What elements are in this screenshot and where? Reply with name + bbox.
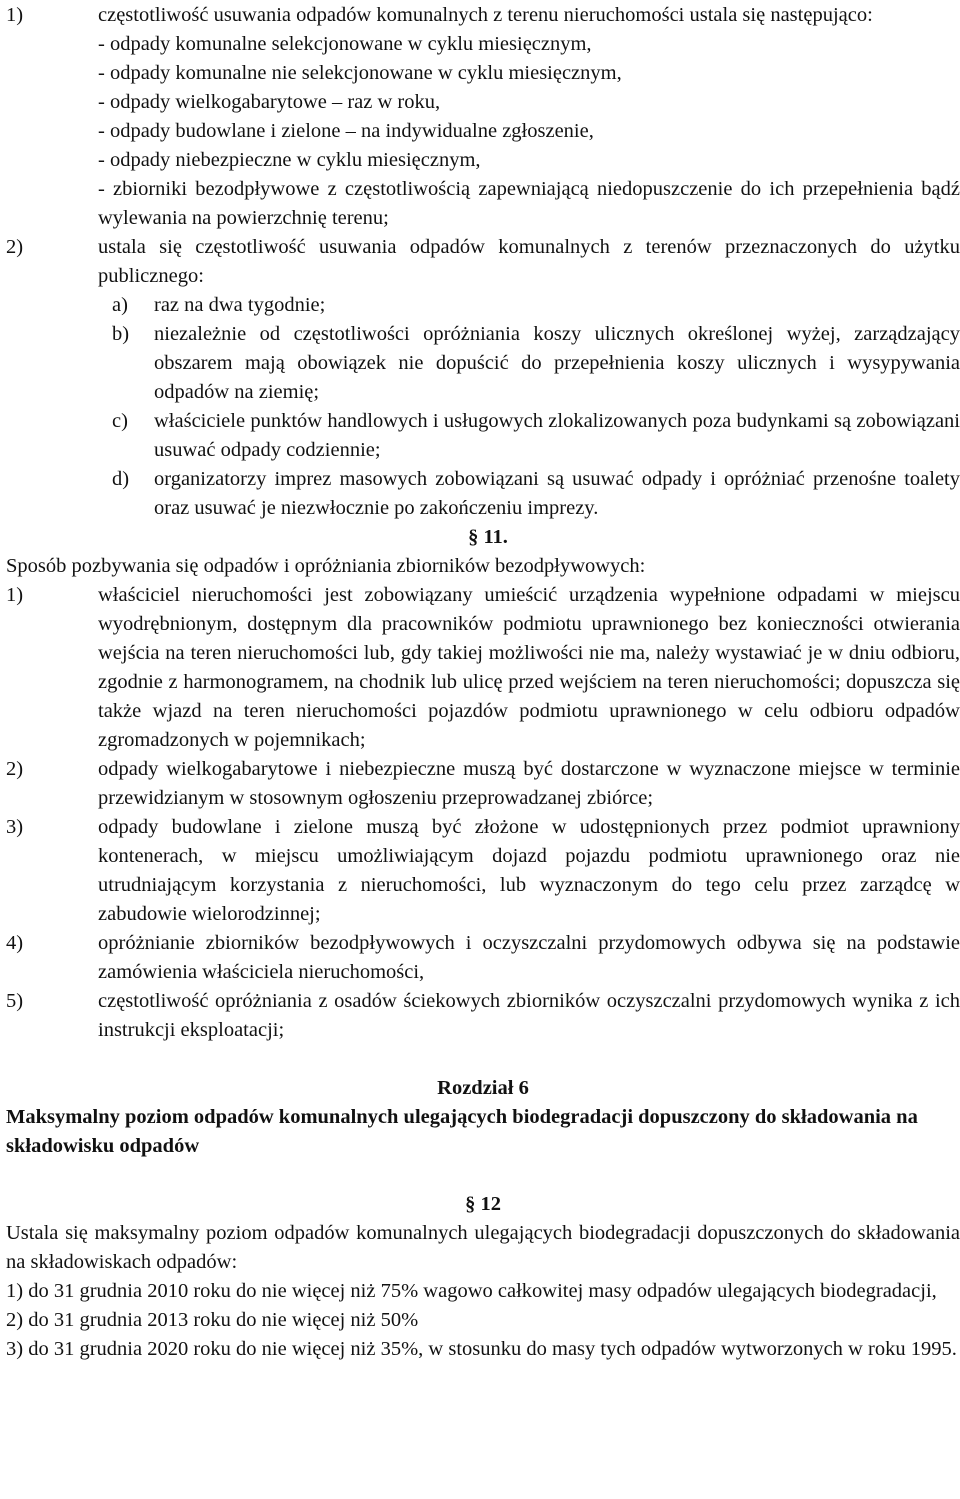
s11-item-1-text: właściciel nieruchomości jest zobowiązany umieścić urządzenia wypełnione odpadami w miejscu wyodrębnionym, dostępnym dla pracowników podmiotu uprawnionego bez konieczności otwierania wejścia na teren nieruchomości lub, gdy takiej możliwości nie ma, należy wystawiać je w dniu odbioru, zgodnie z harmonogramem, na chodnik lub ulicę przed wejściem na teren nieruchomości; dopuszcza się także wjazd na teren nieruchomości pojazdów podmiotu uprawnionego w celu odbioru odpadów zgromadzonych w pojemnikach; [98,584,960,751]
spacer [6,1161,960,1190]
s10-sub-d [6,465,960,523]
s11-item-1-number: 1) [6,584,24,606]
s10-sub-c-letter: c) [112,410,128,432]
s10-sub-b-text: niezależnie od częstotliwości opróżniania koszy ulicznych określonej wyżej, zarządzający obszarem mają obowiązek nie dopuścić do przepełnienia koszy ulicznych i wysypywania odpadów na ziemię; [154,323,960,403]
s10-item-2 [6,233,960,291]
section-12-intro: Ustala się maksymalny poziom odpadów komunalnych ulegających biodegradacji dopuszczonych do składowania na składowiskach odpadów: [6,1222,960,1273]
s11-item-2-number: 2) [6,758,24,780]
s11-item-2 [6,755,960,813]
s10-dash-5: - odpady niebezpieczne w cyklu miesięcznym, [98,149,481,171]
s10-sub-a-text: raz na dwa tygodnie; [154,294,326,316]
s10-item-1-intro: częstotliwość usuwania odpadów komunalnych z terenu nieruchomości ustala się następująco: [98,4,873,26]
s11-item-3-number: 3) [6,816,24,838]
s10-dash-6: - zbiorniki bezodpływowe z częstotliwością zapewniającą niedopuszczenie do ich przepełnienia bądź wylewania na powierzchnię terenu; [98,178,960,229]
s10-sub-c-text: właściciele punktów handlowych i usługowych zlokalizowanych poza budynkami są zobowiązani usuwać odpady codziennie; [154,410,960,461]
s12-item-1: 1) do 31 grudnia 2010 roku do nie więcej niż 75% wagowo całkowitej masy odpadów ulegających biodegradacji, [6,1280,937,1302]
s10-item-2-number: 2) [6,236,24,258]
s10-item-2-intro: ustala się częstotliwość usuwania odpadów komunalnych z terenów przeznaczonych do użytku publicznego: [98,236,960,287]
s11-item-5-text: częstotliwość opróżniania z osadów ściekowych zbiorników oczyszczalni przydomowych wynika z ich instrukcji eksploatacji; [98,990,960,1041]
s10-dash-3: - odpady wielkogabarytowe – raz w roku, [98,91,441,113]
s10-sub-a-letter: a) [112,294,128,316]
spacer [6,1045,960,1074]
section-12-heading: § 12 [465,1193,501,1215]
s10-sub-c [6,407,960,465]
s10-sub-b-letter: b) [112,323,130,345]
chapter-6-heading: Rozdział 6 [437,1077,529,1099]
s10-item-1-number: 1) [6,4,24,26]
s11-item-3-text: odpady budowlane i zielone muszą być złożone w udostępnionych przez podmiot uprawniony kontenerach, w miejscu umożliwiającym dojazd pojazdu podmiotu uprawnionego oraz nie utrudniającym korzystania z nieruchomości, lub wyznaczonym do tego celu przez zarządcę w zabudowie wielorodzinnej; [98,816,960,925]
section-11-heading: § 11. [468,526,508,548]
s10-dash-4: - odpady budowlane i zielone – na indywidualne zgłoszenie, [98,120,594,142]
s11-item-4-number: 4) [6,932,24,954]
s11-item-4 [6,929,960,987]
s11-item-3 [6,813,960,929]
s10-sub-a [6,291,960,320]
s12-item-3: 3) do 31 grudnia 2020 roku do nie więcej niż 35%, w stosunku do masy tych odpadów wytworzonych w roku 1995. [6,1338,957,1360]
section-11-intro: Sposób pozbywania się odpadów i opróżniania zbiorników bezodpływowych: [6,555,646,577]
s11-item-5 [6,987,960,1045]
document-page [0,1,960,1364]
s11-item-4-text: opróżnianie zbiorników bezodpływowych i oczyszczalni przydomowych odbywa się na podstawie zamówienia właściciela nieruchomości, [98,932,960,983]
s10-sub-b [6,320,960,407]
s10-sub-d-text: organizatorzy imprez masowych zobowiązani są usuwać odpady i opróżniać przenośne toalety oraz usuwać je niezwłocznie po zakończeniu imprezy. [154,468,960,519]
s11-item-2-text: odpady wielkogabarytowe i niebezpieczne muszą być dostarczone w wyznaczone miejsce w terminie przewidzianym w stosownym ogłoszeniu przeprowadzanej zbiórce; [98,758,960,809]
s12-item-2: 2) do 31 grudnia 2013 roku do nie więcej niż 50% [6,1309,419,1331]
s10-dash-1: - odpady komunalne selekcjonowane w cyklu miesięcznym, [98,33,592,55]
s10-dash-2: - odpady komunalne nie selekcjonowane w cyklu miesięcznym, [98,62,622,84]
chapter-6-title: Maksymalny poziom odpadów komunalnych ulegających biodegradacji dopuszczony do składowania na składowisku odpadów [6,1106,918,1157]
s11-item-5-number: 5) [6,990,24,1012]
s10-item-1 [6,1,960,233]
s10-sub-d-letter: d) [112,468,130,490]
s11-item-1 [6,581,960,755]
